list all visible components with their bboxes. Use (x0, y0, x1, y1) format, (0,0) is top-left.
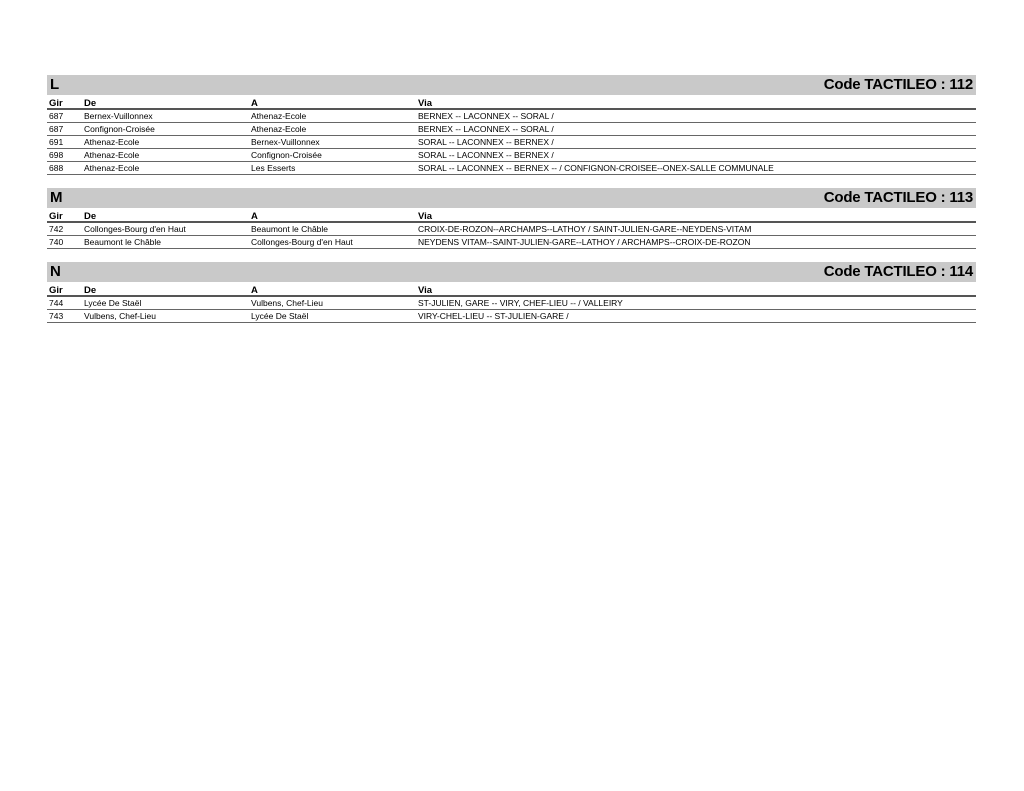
cell-a: Lycée De Staël (249, 310, 416, 323)
table-header-row (47, 282, 976, 296)
cell-a: Vulbens, Chef-Lieu (249, 296, 416, 310)
cell-a: Beaumont le Châble (249, 222, 416, 236)
cell-a: Bernex-Vuillonnex (249, 136, 416, 149)
cell-gir: 743 (47, 310, 82, 323)
route-document (47, 75, 976, 323)
header-a: A (249, 282, 416, 296)
cell-a: Athenaz-Ecole (249, 123, 416, 136)
cell-gir: 744 (47, 296, 82, 310)
route-table (47, 208, 976, 249)
cell-de: Confignon-Croisée (82, 123, 249, 136)
table-row (47, 149, 976, 162)
header-gir: Gir (47, 95, 82, 109)
header-gir: Gir (47, 208, 82, 222)
table-row (47, 109, 976, 123)
section-code: Code TACTILEO : 114 (823, 263, 973, 280)
cell-gir: 740 (47, 236, 82, 249)
header-a: A (249, 95, 416, 109)
cell-de: Lycée De Staël (82, 296, 249, 310)
cell-gir: 687 (47, 109, 82, 123)
table-header-row (47, 208, 976, 222)
section-n (47, 262, 976, 323)
cell-via: CROIX-DE-ROZON--ARCHAMPS--LATHOY / SAINT-JULIEN-GARE--NEYDENS-VITAM (416, 222, 976, 236)
table-row (47, 296, 976, 310)
cell-de: Bernex-Vuillonnex (82, 109, 249, 123)
table-row (47, 162, 976, 175)
section-header (47, 262, 976, 282)
header-de: De (82, 208, 249, 222)
cell-via: SORAL -- LACONNEX -- BERNEX -- / CONFIGNON-CROISEE--ONEX-SALLE COMMUNALE (416, 162, 976, 175)
cell-a: Athenaz-Ecole (249, 109, 416, 123)
header-via: Via (416, 208, 976, 222)
cell-de: Collonges-Bourg d'en Haut (82, 222, 249, 236)
route-table (47, 95, 976, 175)
table-row (47, 123, 976, 136)
section-header (47, 188, 976, 208)
cell-de: Athenaz-Ecole (82, 136, 249, 149)
cell-de: Vulbens, Chef-Lieu (82, 310, 249, 323)
cell-gir: 698 (47, 149, 82, 162)
table-row (47, 136, 976, 149)
cell-a: Collonges-Bourg d'en Haut (249, 236, 416, 249)
cell-via: SORAL -- LACONNEX -- BERNEX / (416, 136, 976, 149)
header-via: Via (416, 95, 976, 109)
header-de: De (82, 95, 249, 109)
cell-via: VIRY-CHEL-LIEU -- ST-JULIEN-GARE / (416, 310, 976, 323)
cell-a: Confignon-Croisée (249, 149, 416, 162)
header-de: De (82, 282, 249, 296)
route-table (47, 282, 976, 323)
header-via: Via (416, 282, 976, 296)
cell-via: BERNEX -- LACONNEX -- SORAL / (416, 109, 976, 123)
cell-gir: 742 (47, 222, 82, 236)
section-letter: L (50, 76, 60, 93)
cell-de: Athenaz-Ecole (82, 162, 249, 175)
section-code: Code TACTILEO : 112 (823, 76, 973, 93)
cell-via: ST-JULIEN, GARE -- VIRY, CHEF-LIEU -- / VALLEIRY (416, 296, 976, 310)
section-letter: N (50, 263, 61, 280)
cell-gir: 687 (47, 123, 82, 136)
cell-de: Athenaz-Ecole (82, 149, 249, 162)
section-code: Code TACTILEO : 113 (823, 189, 973, 206)
table-row (47, 222, 976, 236)
header-gir: Gir (47, 282, 82, 296)
cell-de: Beaumont le Châble (82, 236, 249, 249)
header-a: A (249, 208, 416, 222)
section-header (47, 75, 976, 95)
cell-gir: 691 (47, 136, 82, 149)
section-m (47, 188, 976, 249)
cell-gir: 688 (47, 162, 82, 175)
cell-via: SORAL -- LACONNEX -- BERNEX / (416, 149, 976, 162)
table-row (47, 236, 976, 249)
section-letter: M (50, 189, 63, 206)
section-l (47, 75, 976, 175)
cell-via: NEYDENS VITAM--SAINT-JULIEN-GARE--LATHOY / ARCHAMPS--CROIX-DE-ROZON (416, 236, 976, 249)
cell-a: Les Esserts (249, 162, 416, 175)
table-header-row (47, 95, 976, 109)
table-row (47, 310, 976, 323)
cell-via: BERNEX -- LACONNEX -- SORAL / (416, 123, 976, 136)
